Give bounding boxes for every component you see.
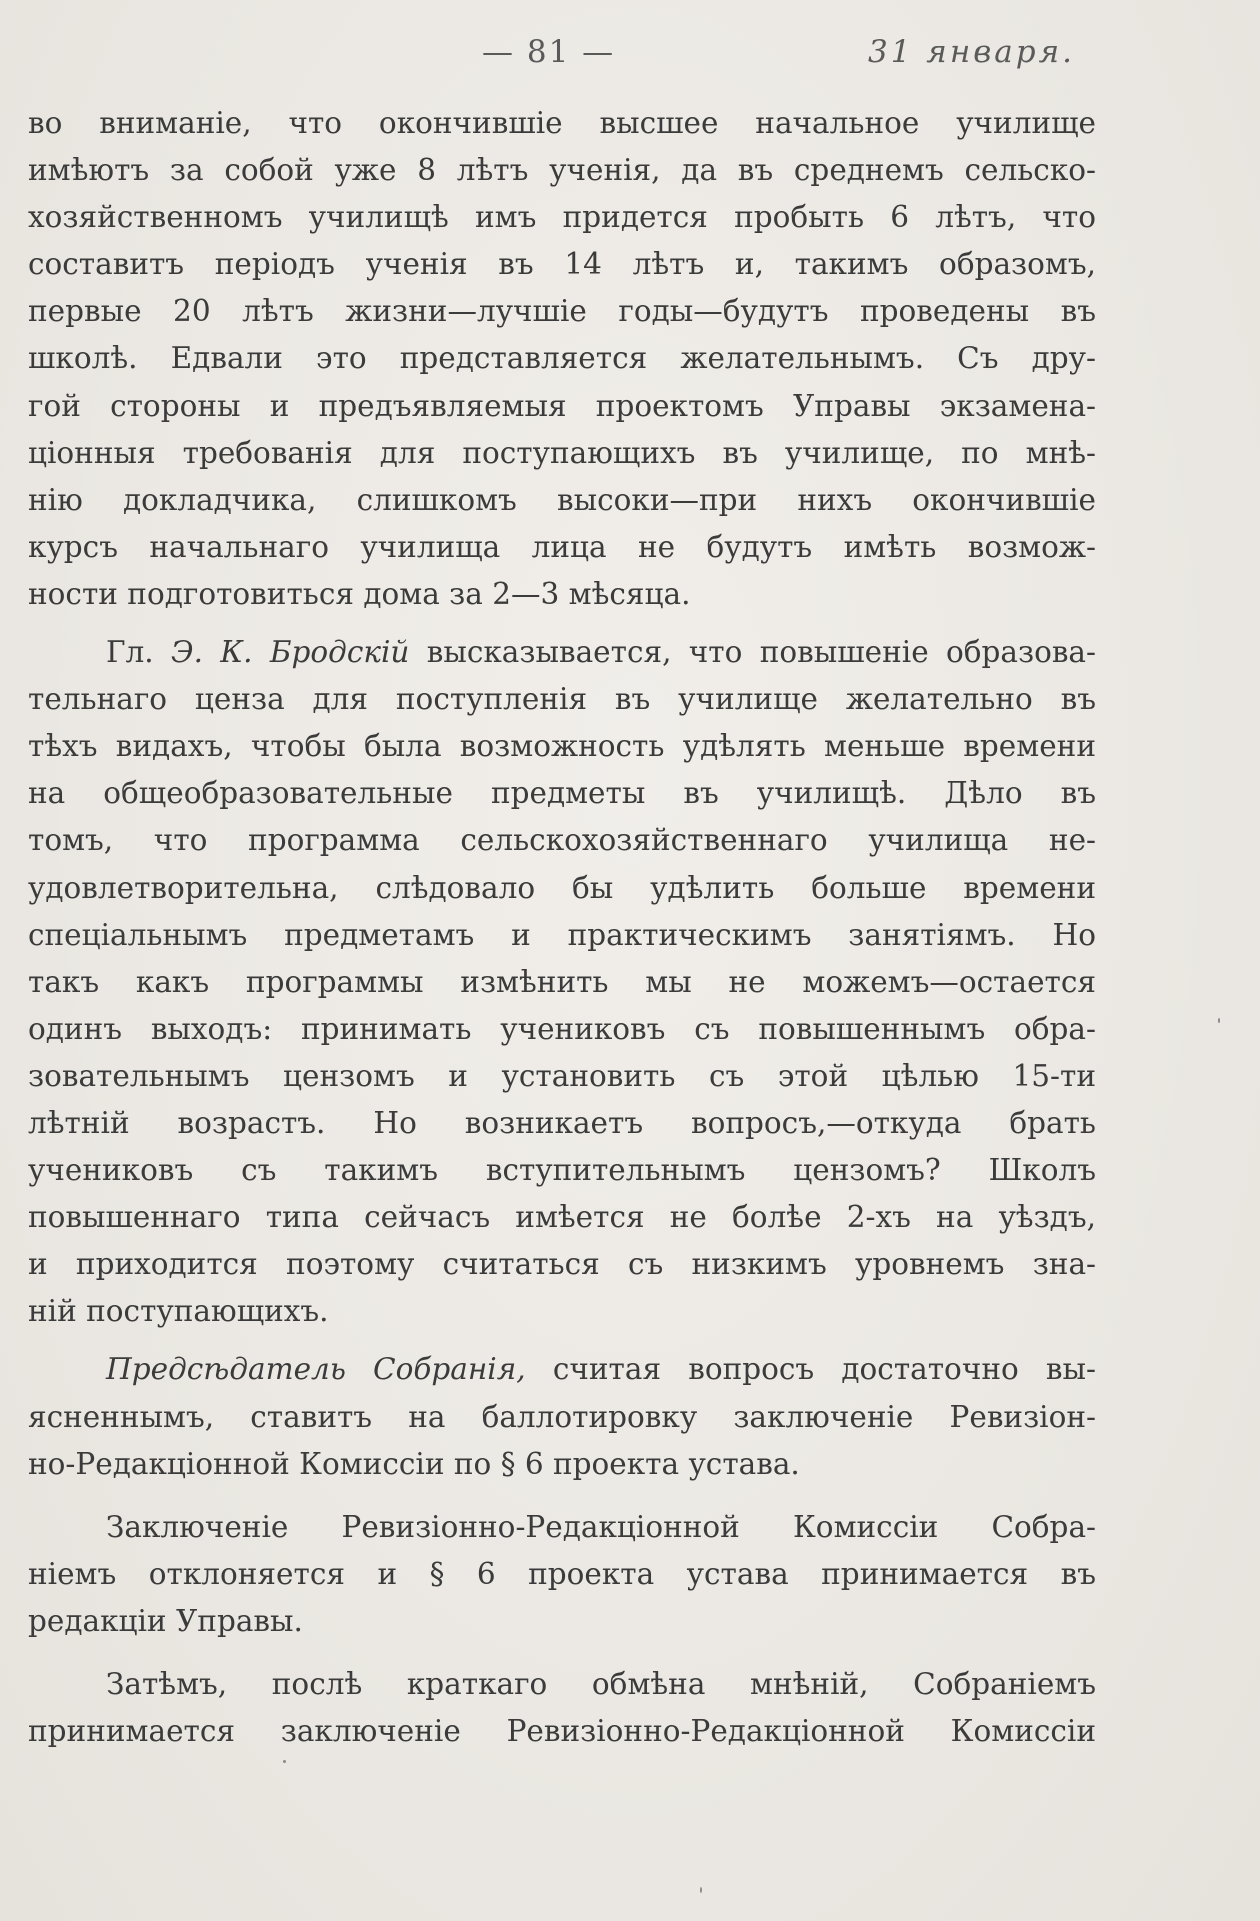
text-line: повышеннаго типа сейчасъ имѣется не болѣе 2-хъ на уѣздъ, <box>28 1200 1096 1235</box>
text-line: ясненнымъ, ставитъ на баллотировку заключеніе Ревизіон- <box>28 1399 1096 1434</box>
text-line: во вниманіе, что окончившіе высшее начальное училище <box>28 106 1096 140</box>
text-line: ности подготовиться дома за 2—3 мѣсяца. <box>28 576 691 611</box>
text-line: хозяйственномъ училищѣ имъ придется пробыть 6 лѣтъ, что <box>28 200 1096 235</box>
text-line: тельнаго ценза для поступленія въ училище желательно въ <box>28 682 1096 717</box>
speaker-name: Предсѣдатель Собранія, <box>106 1352 526 1387</box>
text-line: составитъ періодъ ученія въ 14 лѣтъ и, такимъ образомъ, <box>28 247 1096 282</box>
speaker-prefix: Гл. <box>106 635 154 670</box>
text-line: редакціи Управы. <box>28 1603 303 1638</box>
text-line: школѣ. Едвали это представляется желательнымъ. Съ дру- <box>28 341 1096 376</box>
text-line <box>28 629 1096 676</box>
text-line <box>28 1346 1096 1393</box>
paragraph-4 <box>28 1504 1096 1645</box>
text-line: спеціальнымъ предметамъ и практическимъ занятіямъ. Но <box>28 917 1096 952</box>
paper-speck <box>700 1887 702 1893</box>
text-line: Заключеніе Ревизіонно-Редакціонной Комиссіи Собра- <box>106 1509 1096 1544</box>
body-text <box>28 100 1096 1755</box>
text-line: курсъ начальнаго училища лица не будутъ имѣть возмож- <box>28 529 1096 564</box>
text-line: принимается заключеніе Ревизіонно-Редакціонной Комиссіи <box>28 1714 1096 1749</box>
text-line: но-Редакціонной Комиссіи по § 6 проекта устава. <box>28 1446 800 1481</box>
text-line: Затѣмъ, послѣ краткаго обмѣна мнѣній, Собраніемъ <box>106 1667 1096 1701</box>
text-line: такъ какъ программы измѣнить мы не можемъ—остается <box>28 964 1096 999</box>
text-line: зовательнымъ цензомъ и установить съ этой цѣлью 15-ти <box>28 1058 1096 1093</box>
paragraph-1 <box>28 100 1096 618</box>
page-header <box>0 28 1260 76</box>
paper-speck <box>283 1760 286 1763</box>
paper-speck <box>1218 1018 1220 1023</box>
text-line: ніемъ отклоняется и § 6 проекта устава принимается въ <box>28 1556 1096 1591</box>
text-line: одинъ выходъ: принимать учениковъ съ повышеннымъ обра- <box>28 1011 1096 1046</box>
text-line: и приходится поэтому считаться съ низкимъ уровнемъ зна- <box>28 1247 1096 1282</box>
text-line: лѣтній возрастъ. Но возникаетъ вопросъ,—откуда брать <box>28 1105 1096 1140</box>
text-line: на общеобразовательные предметы въ училищѣ. Дѣло въ <box>28 776 1096 811</box>
paragraph-2 <box>28 629 1096 1335</box>
text-line: ній поступающихъ. <box>28 1294 329 1329</box>
text-line: тѣхъ видахъ, чтобы была возможность удѣлять меньше времени <box>28 729 1096 764</box>
text-line: учениковъ съ такимъ вступительнымъ цензомъ? Школъ <box>28 1153 1096 1188</box>
text-line: первые 20 лѣтъ жизни—лучшіе годы—будутъ проведены въ <box>28 294 1096 329</box>
text-line: нію докладчика, слишкомъ высоки—при нихъ окончившіе <box>28 482 1096 517</box>
speaker-name: Э. К. Бродскій <box>171 635 410 670</box>
paragraph-5 <box>28 1661 1096 1755</box>
text-fragment: высказывается, что повышеніе образова- <box>426 635 1096 670</box>
text-line: ціонныя требованія для поступающихъ въ училище, по мнѣ- <box>28 435 1096 470</box>
text-line: удовлетворительна, слѣдовало бы удѣлить больше времени <box>28 870 1096 905</box>
text-fragment: считая вопросъ достаточно вы- <box>552 1352 1096 1387</box>
page-number: — 81 — <box>482 34 616 70</box>
running-date: 31 января. <box>868 34 1075 70</box>
text-line: имѣютъ за собой уже 8 лѣтъ ученія, да въ среднемъ сельско- <box>28 153 1096 188</box>
text-line: гой стороны и предъявляемыя проектомъ Управы экзамена- <box>28 388 1096 423</box>
paragraph-3 <box>28 1346 1096 1487</box>
text-line: томъ, что программа сельскохозяйственнаго училища не- <box>28 823 1096 858</box>
